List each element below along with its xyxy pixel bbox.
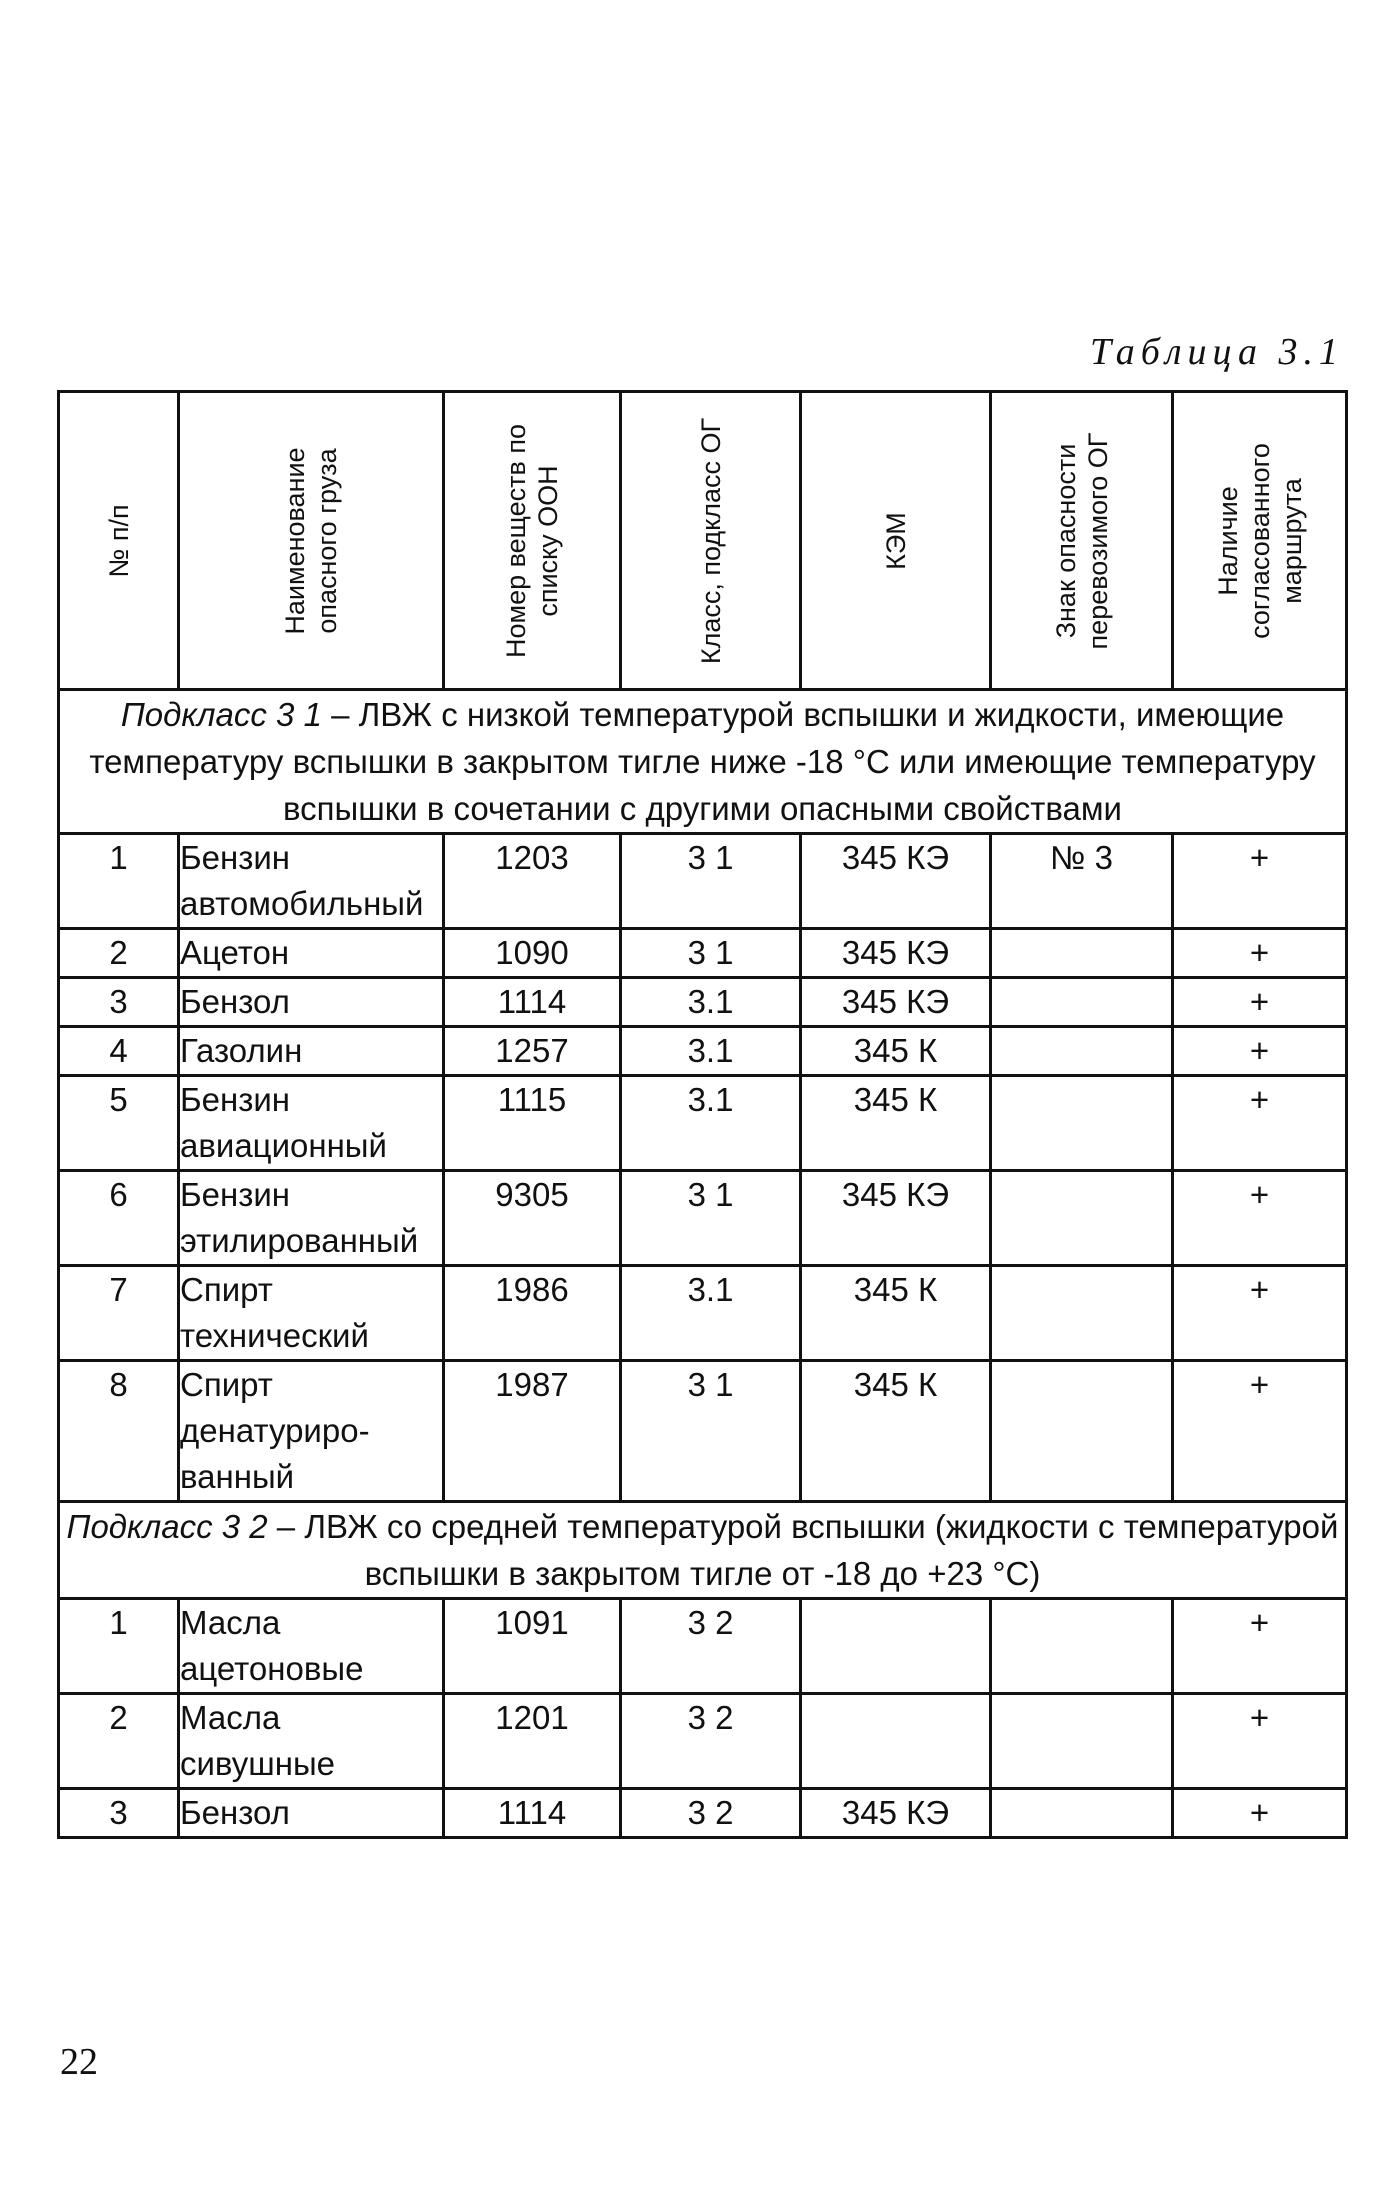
route-approved-cell: +	[1173, 1599, 1347, 1694]
hazardous-cargo-table	[57, 390, 1348, 1839]
route-approved-cell: +	[1173, 1076, 1347, 1171]
hazard-sign-cell	[991, 1694, 1173, 1789]
hazard-class-cell: 3 1	[621, 1361, 801, 1502]
cargo-name-cell: Ацетон	[179, 929, 444, 978]
row-number-cell: 4	[59, 1027, 179, 1076]
page-number: 22	[60, 2041, 98, 2083]
route-approved-cell: +	[1173, 1694, 1347, 1789]
hazard-sign-cell	[991, 1076, 1173, 1171]
table-row	[59, 1361, 1347, 1502]
cargo-name-cell: Газолин	[179, 1027, 444, 1076]
table-row	[59, 1027, 1347, 1076]
hazard-sign-cell	[991, 929, 1173, 978]
hazard-class-cell: 3 2	[621, 1599, 801, 1694]
subclass-3-2-heading: Подкласс 3 2 – ЛВЖ со средней температурой вспышки (жидкости с температурой вспышки в закрытом тигле от -18 до +23 °С)	[59, 1502, 1347, 1599]
table-row	[59, 1599, 1347, 1694]
hazard-class-cell: 3 1	[621, 834, 801, 929]
route-approved-cell: +	[1173, 1171, 1347, 1266]
hazard-sign-cell	[991, 1599, 1173, 1694]
route-approved-cell: +	[1173, 929, 1347, 978]
hazard-class-cell: 3 1	[621, 929, 801, 978]
hazard-class-cell: 3.1	[621, 1027, 801, 1076]
table-row	[59, 1694, 1347, 1789]
hazard-class-cell: 3.1	[621, 1076, 801, 1171]
kem-code-cell	[801, 1599, 991, 1694]
hazard-class-cell: 3 2	[621, 1789, 801, 1838]
kem-code-cell: 345 КЭ	[801, 978, 991, 1027]
cargo-name-cell: Бензол	[179, 978, 444, 1027]
un-number-cell: 1115	[444, 1076, 621, 1171]
hazard-sign-cell	[991, 1171, 1173, 1266]
row-number-cell: 1	[59, 1599, 179, 1694]
table-row	[59, 1789, 1347, 1838]
un-number-cell: 1114	[444, 978, 621, 1027]
cargo-name-cell: Бензол	[179, 1789, 444, 1838]
table-row	[59, 978, 1347, 1027]
route-approved-cell: +	[1173, 1027, 1347, 1076]
cargo-name-cell: Масла ацетоновые	[179, 1599, 444, 1694]
route-approved-cell: +	[1173, 978, 1347, 1027]
route-approved-cell: +	[1173, 1266, 1347, 1361]
header-class: Класс, подкласс ОГ	[621, 392, 801, 690]
route-approved-cell: +	[1173, 1789, 1347, 1838]
route-approved-cell: +	[1173, 1361, 1347, 1502]
kem-code-cell: 345 К	[801, 1361, 991, 1502]
kem-code-cell: 345 К	[801, 1076, 991, 1171]
subclass-3-1-row	[59, 690, 1347, 834]
header-num: № п/п	[59, 392, 179, 690]
cargo-name-cell: Спирт технический	[179, 1266, 444, 1361]
row-number-cell: 7	[59, 1266, 179, 1361]
un-number-cell: 1987	[444, 1361, 621, 1502]
subclass-3-2-row	[59, 1502, 1347, 1599]
un-number-cell: 1114	[444, 1789, 621, 1838]
hazard-sign-cell: № 3	[991, 834, 1173, 929]
kem-code-cell: 345 К	[801, 1027, 991, 1076]
cargo-name-cell: Бензин авиационный	[179, 1076, 444, 1171]
header-row	[59, 392, 1347, 690]
row-number-cell: 3	[59, 1789, 179, 1838]
table-row	[59, 1076, 1347, 1171]
cargo-name-cell: Масла сивушные	[179, 1694, 444, 1789]
un-number-cell: 1090	[444, 929, 621, 978]
row-number-cell: 8	[59, 1361, 179, 1502]
hazard-class-cell: 3.1	[621, 1266, 801, 1361]
un-number-cell: 9305	[444, 1171, 621, 1266]
row-number-cell: 2	[59, 1694, 179, 1789]
row-number-cell: 3	[59, 978, 179, 1027]
kem-code-cell	[801, 1694, 991, 1789]
kem-code-cell: 345 К	[801, 1266, 991, 1361]
table-row	[59, 834, 1347, 929]
header-kem: КЭМ	[801, 392, 991, 690]
row-number-cell: 5	[59, 1076, 179, 1171]
cargo-name-cell: Спирт денатуриро-ванный	[179, 1361, 444, 1502]
hazard-class-cell: 3 1	[621, 1171, 801, 1266]
hazard-class-cell: 3.1	[621, 978, 801, 1027]
un-number-cell: 1201	[444, 1694, 621, 1789]
row-number-cell: 6	[59, 1171, 179, 1266]
table-caption: Таблица 3.1	[1090, 331, 1344, 373]
table-row	[59, 1171, 1347, 1266]
hazard-sign-cell	[991, 1789, 1173, 1838]
subclass-3-1-heading: Подкласс 3 1 – ЛВЖ с низкой температурой вспышки и жидкости, имеющие температуру вспышки в закрытом тигле ниже -18 °С или имеющие температуру вспышки в сочетании с другими опасными свойствами	[59, 690, 1347, 834]
kem-code-cell: 345 КЭ	[801, 1171, 991, 1266]
cargo-name-cell: Бензин автомобильный	[179, 834, 444, 929]
header-route: Наличие согласованного маршрута	[1173, 392, 1347, 690]
hazard-sign-cell	[991, 978, 1173, 1027]
row-number-cell: 1	[59, 834, 179, 929]
un-number-cell: 1257	[444, 1027, 621, 1076]
header-un-number: Номер веществ по списку ООН	[444, 392, 621, 690]
kem-code-cell: 345 КЭ	[801, 1789, 991, 1838]
cargo-name-cell: Бензин этилированный	[179, 1171, 444, 1266]
table-row	[59, 1266, 1347, 1361]
un-number-cell: 1203	[444, 834, 621, 929]
hazard-sign-cell	[991, 1266, 1173, 1361]
hazard-class-cell: 3 2	[621, 1694, 801, 1789]
kem-code-cell: 345 КЭ	[801, 834, 991, 929]
un-number-cell: 1091	[444, 1599, 621, 1694]
hazard-sign-cell	[991, 1027, 1173, 1076]
table-row	[59, 929, 1347, 978]
kem-code-cell: 345 КЭ	[801, 929, 991, 978]
header-hazard-sign: Знак опасности перевозимого ОГ	[991, 392, 1173, 690]
route-approved-cell: +	[1173, 834, 1347, 929]
hazard-sign-cell	[991, 1361, 1173, 1502]
row-number-cell: 2	[59, 929, 179, 978]
un-number-cell: 1986	[444, 1266, 621, 1361]
header-name: Наименование опасного груза	[179, 392, 444, 690]
